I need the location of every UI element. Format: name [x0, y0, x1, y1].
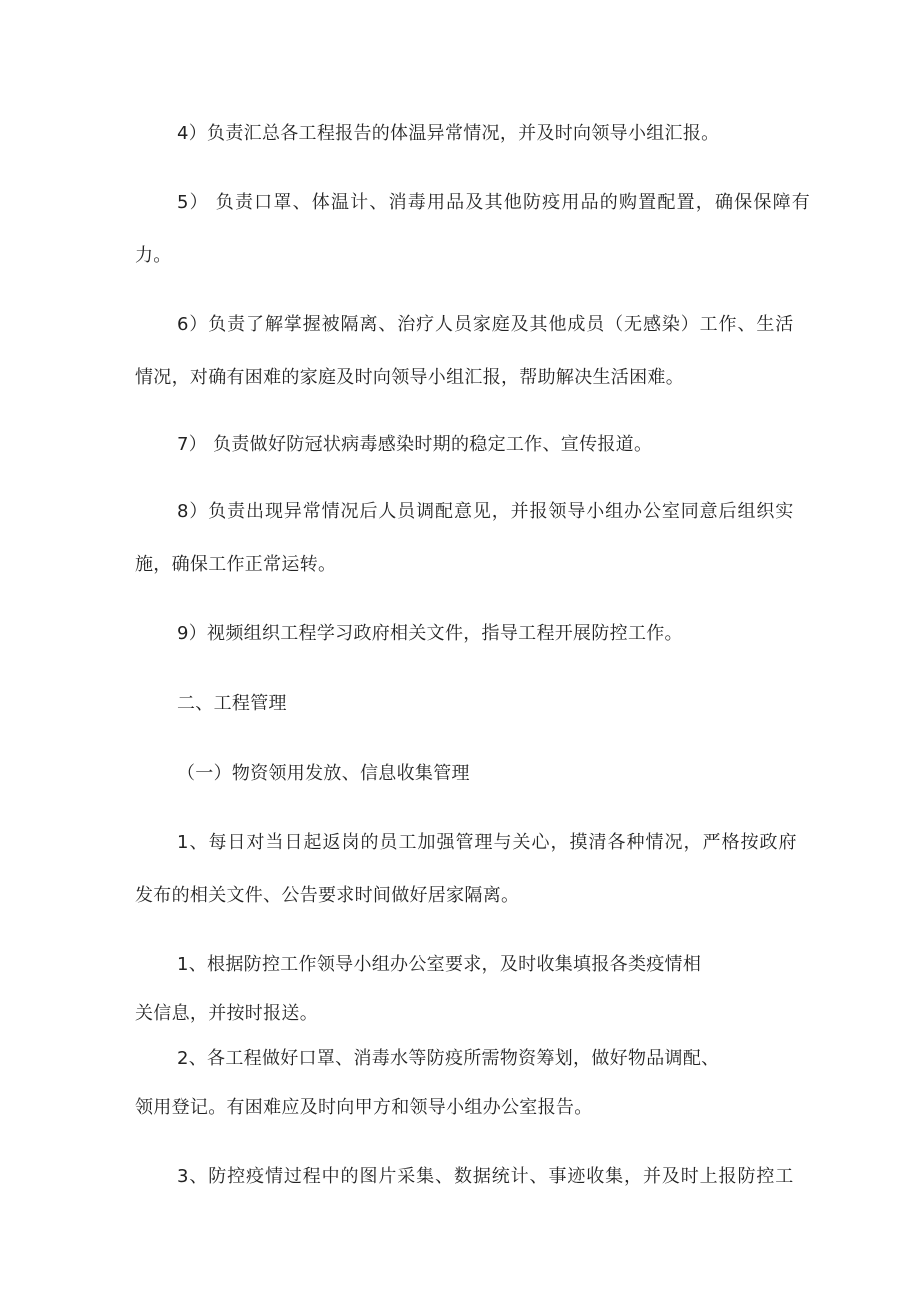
item-6-line-1: 6）负责了解掌握被隔离、治疗人员家庭及其他成员（无感染）工作、生活: [177, 314, 795, 335]
subsection-heading: （一）物资领用发放、信息收集管理: [177, 763, 470, 784]
item-9-line-1: 9）视频组织工程学习政府相关文件，指导工程开展防控工作。: [177, 623, 683, 644]
item-6-line-2: 情况，对确有困难的家庭及时向领导小组汇报，帮助解决生活困难。: [135, 367, 684, 388]
item-4-line-1: 4）负责汇总各工程报告的体温异常情况，并及时向领导小组汇报。: [177, 123, 720, 144]
section-heading: 二、工程管理: [177, 693, 287, 714]
sub-3-line-1: 3、防控疫情过程中的图片采集、数据统计、事迹收集，并及时上报防控工: [177, 1166, 795, 1187]
item-5-line-2: 力。: [135, 245, 172, 266]
sub-1b-line-2: 关信息，并按时报送。: [135, 1003, 318, 1024]
sub-2-line-1: 2、各工程做好口罩、消毒水等防疫所需物资筹划，做好物品调配、: [177, 1048, 720, 1069]
sub-1b-line-1: 1、根据防控工作领导小组办公室要求，及时收集填报各类疫情相: [177, 954, 702, 975]
item-5-line-1: 5） 负责口罩、体温计、消毒用品及其他防疫用品的购置配置，确保保障有: [177, 192, 811, 213]
sub-1a-line-2: 发布的相关文件、公告要求时间做好居家隔离。: [135, 885, 520, 906]
sub-2-line-2: 领用登记。有困难应及时向甲方和领导小组办公室报告。: [135, 1097, 593, 1118]
item-8-line-1: 8）负责出现异常情况后人员调配意见，并报领导小组办公室同意后组织实: [177, 501, 795, 522]
sub-1a-line-1: 1、每日对当日起返岗的员工加强管理与关心，摸清各种情况，严格按政府: [177, 832, 798, 853]
item-7-line-1: 7） 负责做好防冠状病毒感染时期的稳定工作、宣传报道。: [177, 434, 653, 455]
item-8-line-2: 施，确保工作正常运转。: [135, 554, 337, 575]
